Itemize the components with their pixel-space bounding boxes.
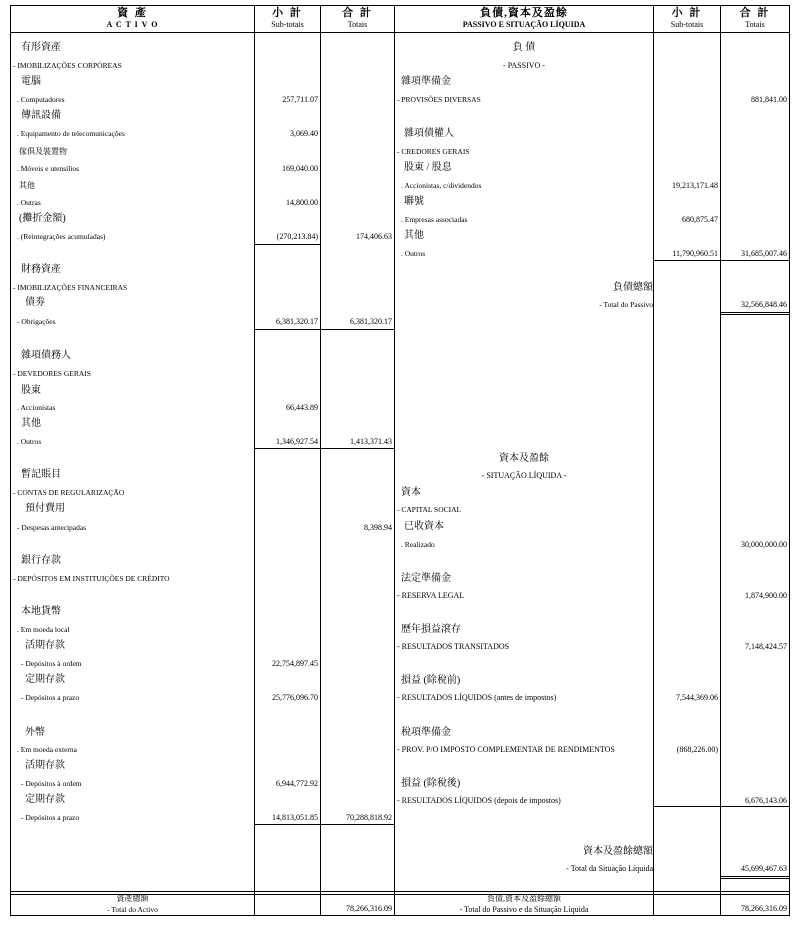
header-total-zh: 合 計: [342, 7, 373, 19]
label: . Em moeda externa: [17, 745, 77, 754]
total: 6,676,143.06: [745, 796, 787, 805]
value: 3,069.40: [290, 129, 318, 138]
rule: [255, 448, 320, 449]
rule: [321, 448, 394, 449]
label: - CAPITAL SOCIAL: [397, 505, 462, 514]
label: - IMOBILIZAÇÕES CORPÓREAS: [13, 61, 122, 70]
frame-bottom: [10, 915, 790, 916]
col-line-4: [653, 5, 654, 916]
rule: [721, 260, 789, 261]
label: - Depósitos a prazo: [21, 693, 80, 702]
value: 11,790,960.51: [672, 249, 718, 258]
label: . Móveis e utensílios: [17, 164, 80, 173]
label: . Realizado: [401, 540, 435, 549]
label: - CONTAS DE REGULARIZAÇÃO: [13, 488, 125, 497]
value: 19,213,171.48: [672, 181, 718, 190]
header-total-pt: Totais: [347, 20, 368, 29]
label: . Outras: [17, 198, 41, 207]
label: - IMOBILIZAÇÕES FINANCEIRAS: [13, 283, 128, 292]
value: 14,800.00: [286, 198, 318, 207]
total-equity-zh: 資本及盈餘總額: [583, 846, 653, 857]
label: - RESULTADOS LÍQUIDOS (antes de impostos): [397, 693, 557, 702]
value: 6,944,772.92: [276, 779, 318, 788]
label: 定期存款: [25, 674, 65, 685]
label: 有形資產: [21, 42, 61, 53]
label: 其他: [21, 418, 41, 429]
total-liabilities-zh: 負債總額: [613, 282, 653, 293]
label: 外幣: [25, 727, 45, 738]
header-bottom-rule: [10, 32, 790, 33]
label: - Depósitos à ordem: [21, 659, 82, 668]
label: . Empresas associadas: [401, 215, 468, 224]
label: . Accionistas: [17, 403, 56, 412]
label: 本地貨幣: [21, 606, 61, 617]
label: 財務資產: [21, 264, 61, 275]
label: . Outros: [17, 437, 42, 446]
label: 稅項準備金: [401, 727, 451, 738]
label: . Equipamento de telecomunicações: [17, 129, 125, 138]
value: 14,813,051.85: [272, 813, 318, 822]
label: 傳訊設備: [21, 110, 61, 121]
total: 31,685,007.46: [741, 249, 787, 258]
value: 6,381,320.17: [276, 317, 318, 326]
label: . Outros: [401, 249, 426, 258]
label: . Em moeda local: [17, 625, 70, 634]
header-asset-pt: A C T I V O: [106, 20, 159, 29]
label: 預付費用: [25, 503, 65, 514]
rule: [721, 314, 789, 315]
header-total2-zh: 合 計: [739, 7, 771, 19]
label: . (Reintegrações acumuladas): [17, 232, 106, 241]
rule: [255, 244, 320, 245]
header-liab-zh: 負債,資本及盈餘: [480, 7, 568, 19]
label: - DEPÓSITOS EM INSTITUIÇÕES DE CRÉDITO: [13, 574, 170, 583]
header-subtotal-pt: Sub-totais: [271, 20, 304, 29]
header-subtotal2-zh: 小 計: [671, 7, 703, 19]
total: 6,381,320.17: [350, 317, 392, 326]
label: 聯號: [404, 196, 424, 207]
label: (攤折金額): [19, 213, 66, 224]
label: 資本: [401, 487, 421, 498]
total: 881,841.00: [751, 95, 787, 104]
label: - Depósitos a prazo: [21, 813, 80, 822]
rule: [721, 312, 789, 313]
grand-total-zh: 負債,資本及盈餘總額: [487, 894, 561, 903]
total: 30,000,000.00: [741, 540, 787, 549]
total-equity-value: 45,699,467.63: [741, 864, 787, 873]
label: 電腦: [21, 76, 41, 87]
total: 7,148,424.57: [745, 642, 787, 651]
header-subtotal2-pt: Sub-totais: [670, 20, 704, 29]
frame-top: [10, 5, 790, 6]
value: (868,226.00): [676, 745, 718, 754]
value: (270,213.84): [276, 232, 318, 241]
total-liabilities-value: 32,566,848.46: [741, 300, 787, 309]
rule: [721, 878, 789, 879]
value: 680,875.47: [682, 215, 718, 224]
label: - Obrigações: [17, 317, 56, 326]
total: 174,406.63: [356, 232, 392, 241]
rule: [721, 876, 789, 877]
label: - Depósitos à ordem: [21, 779, 82, 788]
label: 其他: [404, 230, 424, 241]
label: . Accionistas, c/dividendos: [401, 181, 482, 190]
label: 活期存款: [25, 640, 65, 651]
header-total2-pt: Totais: [745, 20, 765, 29]
label: 債劵: [25, 297, 45, 308]
value: 1,346,927.54: [276, 437, 318, 446]
total: 1,413,371.43: [350, 437, 392, 446]
label: - PROV. P/O IMPOSTO COMPLEMENTAR DE RENDIMENTOS: [397, 745, 615, 754]
label: 股東: [21, 385, 41, 396]
total-liabilities-pt: - Total do Passivo: [599, 300, 653, 309]
rule: [654, 806, 720, 807]
col-line-2: [320, 5, 321, 916]
label: - RESULTADOS TRANSITADOS: [397, 642, 510, 651]
label: 其他: [19, 181, 35, 190]
value: 66,443.89: [286, 403, 318, 412]
label: . Computadores: [17, 95, 65, 104]
value: 7,544,369.06: [676, 693, 718, 702]
rule: [255, 824, 320, 825]
total: 1,874,900.00: [745, 591, 787, 600]
label: 暫記賬目: [21, 469, 61, 480]
total-assets-pt: - Total do Activo: [107, 905, 158, 914]
label: 傢俱及裝置物: [19, 147, 67, 156]
frame-right: [789, 5, 790, 916]
total: 8,398.94: [364, 523, 392, 532]
label: 雜項準備金: [401, 76, 451, 87]
section-title: 資本及盈餘: [499, 453, 549, 464]
label: - PROVISÕES DIVERSAS: [397, 95, 481, 104]
value: 25,776,096.70: [272, 693, 318, 702]
total-equity-pt: - Total da Situação Líquida: [566, 864, 653, 873]
value: 257,711.07: [282, 95, 318, 104]
frame-left: [10, 5, 11, 916]
header-liab-pt: PASSIVO E SITUAÇÃO LÍQUIDA: [462, 20, 586, 29]
label: - CREDORES GERAIS: [397, 147, 470, 156]
label: - RESERVA LEGAL: [397, 591, 465, 600]
rule: [255, 329, 320, 330]
label: 雜項債權人: [404, 128, 454, 139]
label: 銀行存款: [21, 555, 61, 566]
section-title: - SITUAÇÃO LÍQUIDA -: [481, 471, 567, 480]
total: 70,288,818.92: [346, 813, 392, 822]
label: - Despesas antecipadas: [17, 523, 87, 532]
label: 雜項債務人: [21, 350, 71, 361]
col-line-5: [720, 5, 721, 916]
label: 損益 (除稅後): [401, 778, 461, 789]
label: 歷年損益滾存: [401, 624, 461, 635]
section-title: - PASSIVO -: [503, 61, 545, 70]
total-assets-zh: 資產總額: [116, 894, 149, 903]
value: 22,754,897.45: [272, 659, 318, 668]
rule: [654, 260, 720, 261]
label: 已收資本: [404, 521, 444, 532]
totals-rule-1: [10, 891, 790, 892]
label: 法定準備金: [401, 573, 451, 584]
label: - DEVEDORES GERAIS: [13, 369, 91, 378]
value: 169,040.00: [282, 164, 318, 173]
rule: [721, 806, 789, 807]
grand-total-value: 78,266,316.09: [741, 904, 787, 913]
rule: [321, 329, 394, 330]
rule: [321, 824, 394, 825]
label: 定期存款: [25, 794, 65, 805]
grand-total-pt: - Total do Passivo e da Situação Líquida: [459, 905, 589, 914]
label: 股東 / 股息: [404, 162, 452, 173]
section-title: 負 債: [512, 42, 536, 53]
label: 活期存款: [25, 760, 65, 771]
label: 損益 (除稅前): [401, 675, 461, 686]
header-subtotal-zh: 小 計: [272, 7, 303, 19]
header-asset-zh: 資 產: [117, 7, 148, 19]
total-assets-value: 78,266,316.09: [346, 904, 392, 913]
label: - RESULTADOS LÍQUIDOS (depois de impostos): [397, 796, 561, 805]
